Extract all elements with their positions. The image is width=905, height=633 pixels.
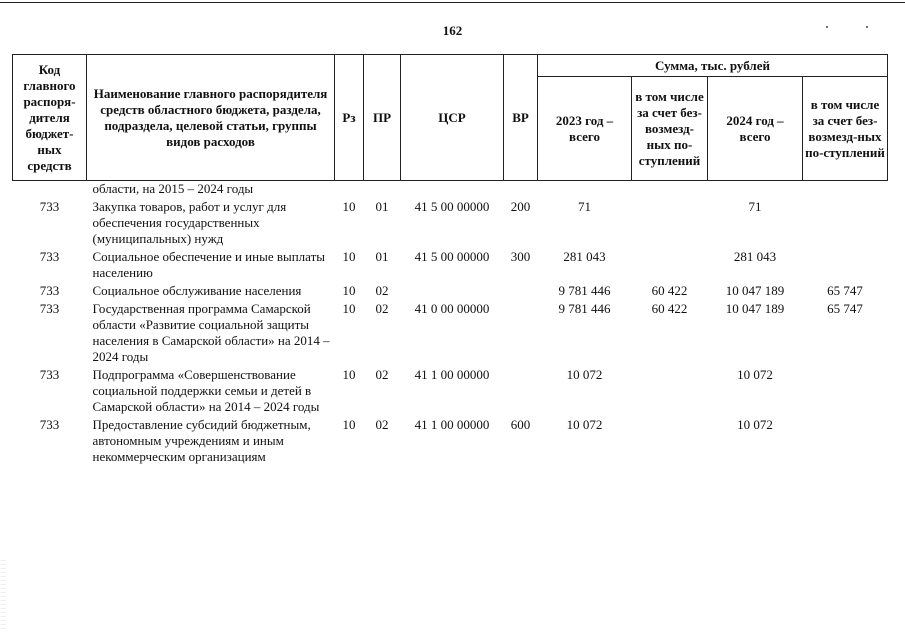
cell-vr <box>504 366 538 416</box>
cell-2023-total: 71 <box>578 199 591 214</box>
cell-pr: 02 <box>375 301 389 316</box>
cell-code <box>13 181 87 199</box>
cell-rz: 10 <box>342 199 356 214</box>
cell-2023-total: 10 072 <box>566 417 603 432</box>
cell-2024-free: 65 747 <box>827 301 863 316</box>
header-2023-free: в том числе за счет без-возмезд-ных по-ступлений <box>632 77 708 181</box>
cell-name: Социальное обслуживание населения <box>92 283 302 298</box>
cell-2023-total <box>538 181 632 199</box>
cell-vr <box>504 300 538 366</box>
cell-vr <box>504 181 538 199</box>
table-row <box>13 248 888 282</box>
cell-vr: 600 <box>510 417 531 432</box>
cell-2024-free <box>803 416 888 466</box>
cell-code: 733 <box>39 283 60 298</box>
cell-2024-free <box>803 198 888 248</box>
cell-2024-free <box>803 366 888 416</box>
cell-rz: 10 <box>342 367 356 382</box>
header-2023-total: 2023 год – всего <box>538 77 632 181</box>
cell-csr: 41 1 00 00000 <box>414 367 490 382</box>
cell-2024-total: 71 <box>748 199 762 214</box>
cell-2024-total: 10 072 <box>737 417 773 432</box>
cell-2023-free <box>632 248 708 282</box>
cell-2023-total: 10 072 <box>566 367 603 382</box>
table-row <box>13 416 888 466</box>
cell-2023-free <box>632 198 708 248</box>
cell-csr: 41 0 00 00000 <box>414 301 490 316</box>
cell-2023-free: 60 422 <box>651 301 688 316</box>
cell-csr: 41 5 00 00000 <box>414 249 490 264</box>
cell-2024-free <box>803 248 888 282</box>
header-csr: ЦСР <box>401 55 504 181</box>
cell-pr: 02 <box>375 417 389 432</box>
cell-rz: 10 <box>342 417 356 432</box>
cell-code: 733 <box>39 249 60 264</box>
cell-name: Социальное обеспечение и иные выплаты населению <box>92 249 326 280</box>
table-row <box>13 181 888 199</box>
header-2024-free: в том числе за счет без-возмезд-ных по-ступлений <box>803 77 888 181</box>
cell-csr <box>401 181 504 199</box>
cell-vr <box>504 282 538 300</box>
cell-2024-total: 281 043 <box>733 249 777 264</box>
header-pr: ПР <box>364 55 401 181</box>
header-sum: Сумма, тыс. рублей <box>538 55 888 77</box>
top-rule <box>0 2 905 3</box>
cell-pr: 01 <box>375 249 389 264</box>
cell-pr: 02 <box>375 283 389 298</box>
cell-2023-free <box>632 181 708 199</box>
table-row <box>13 198 888 248</box>
header-2024-total: 2024 год – всего <box>708 77 803 181</box>
scan-edge-noise <box>0 560 6 630</box>
header-code: Код главного распоря-дителя бюджет-ных средств <box>13 55 87 181</box>
cell-2024-free <box>803 181 888 199</box>
cell-pr: 02 <box>375 367 389 382</box>
cell-csr: 41 1 00 00000 <box>414 417 490 432</box>
cell-rz: 10 <box>342 249 356 264</box>
cell-name: Государственная программа Самарской области «Развитие социальной защиты населения в Самарской области» на 2014 – 2024 годы <box>92 301 330 364</box>
cell-vr: 200 <box>510 199 531 214</box>
cell-csr <box>401 282 504 300</box>
cell-pr <box>364 181 401 199</box>
table-body <box>13 181 888 467</box>
table-row <box>13 300 888 366</box>
cell-rz: 10 <box>342 301 356 316</box>
cell-name: Предоставление субсидий бюджетным, автономным учреждениям и иным некоммерческим организациям <box>92 417 311 464</box>
cell-2024-total: 10 047 189 <box>725 301 785 316</box>
cell-2024-total: 10 072 <box>737 367 773 382</box>
cell-rz <box>335 181 364 199</box>
table-row <box>13 366 888 416</box>
page-number: 162 <box>442 23 463 38</box>
header-name: Наименование главного распорядителя средств областного бюджета, раздела, подраздела, целевой статьи, группы видов расходов <box>87 55 335 181</box>
header-rz: Рз <box>335 55 364 181</box>
cell-2023-free <box>632 366 708 416</box>
cell-2023-total: 281 043 <box>563 249 606 264</box>
cell-code: 733 <box>39 417 60 432</box>
cell-2024-total: 10 047 189 <box>725 283 785 298</box>
cell-code: 733 <box>39 367 60 382</box>
table-row <box>13 282 888 300</box>
cell-2023-free: 60 422 <box>651 283 688 298</box>
scan-speck <box>866 26 868 28</box>
cell-name: Закупка товаров, работ и услуг для обеспечения государственных (муниципальных) нужд <box>92 199 287 246</box>
cell-2023-total: 9 781 446 <box>558 283 611 298</box>
table-header <box>13 55 888 181</box>
cell-csr: 41 5 00 00000 <box>414 199 490 214</box>
cell-name: области, на 2015 – 2024 годы <box>92 181 254 196</box>
cell-code: 733 <box>39 301 60 316</box>
cell-2023-total: 9 781 446 <box>558 301 611 316</box>
cell-code: 733 <box>39 199 60 214</box>
cell-pr: 01 <box>375 199 389 214</box>
header-vr: ВР <box>504 55 538 181</box>
cell-2024-free: 65 747 <box>827 283 863 298</box>
cell-vr: 300 <box>510 249 531 264</box>
cell-name: Подпрограмма «Совершенствование социальной поддержки семьи и детей в Самарской области» на 2014 – 2024 годы <box>92 367 320 414</box>
budget-table <box>12 54 888 466</box>
cell-2023-free <box>632 416 708 466</box>
cell-2024-total <box>708 181 803 199</box>
scan-speck <box>826 26 828 28</box>
cell-rz: 10 <box>342 283 356 298</box>
